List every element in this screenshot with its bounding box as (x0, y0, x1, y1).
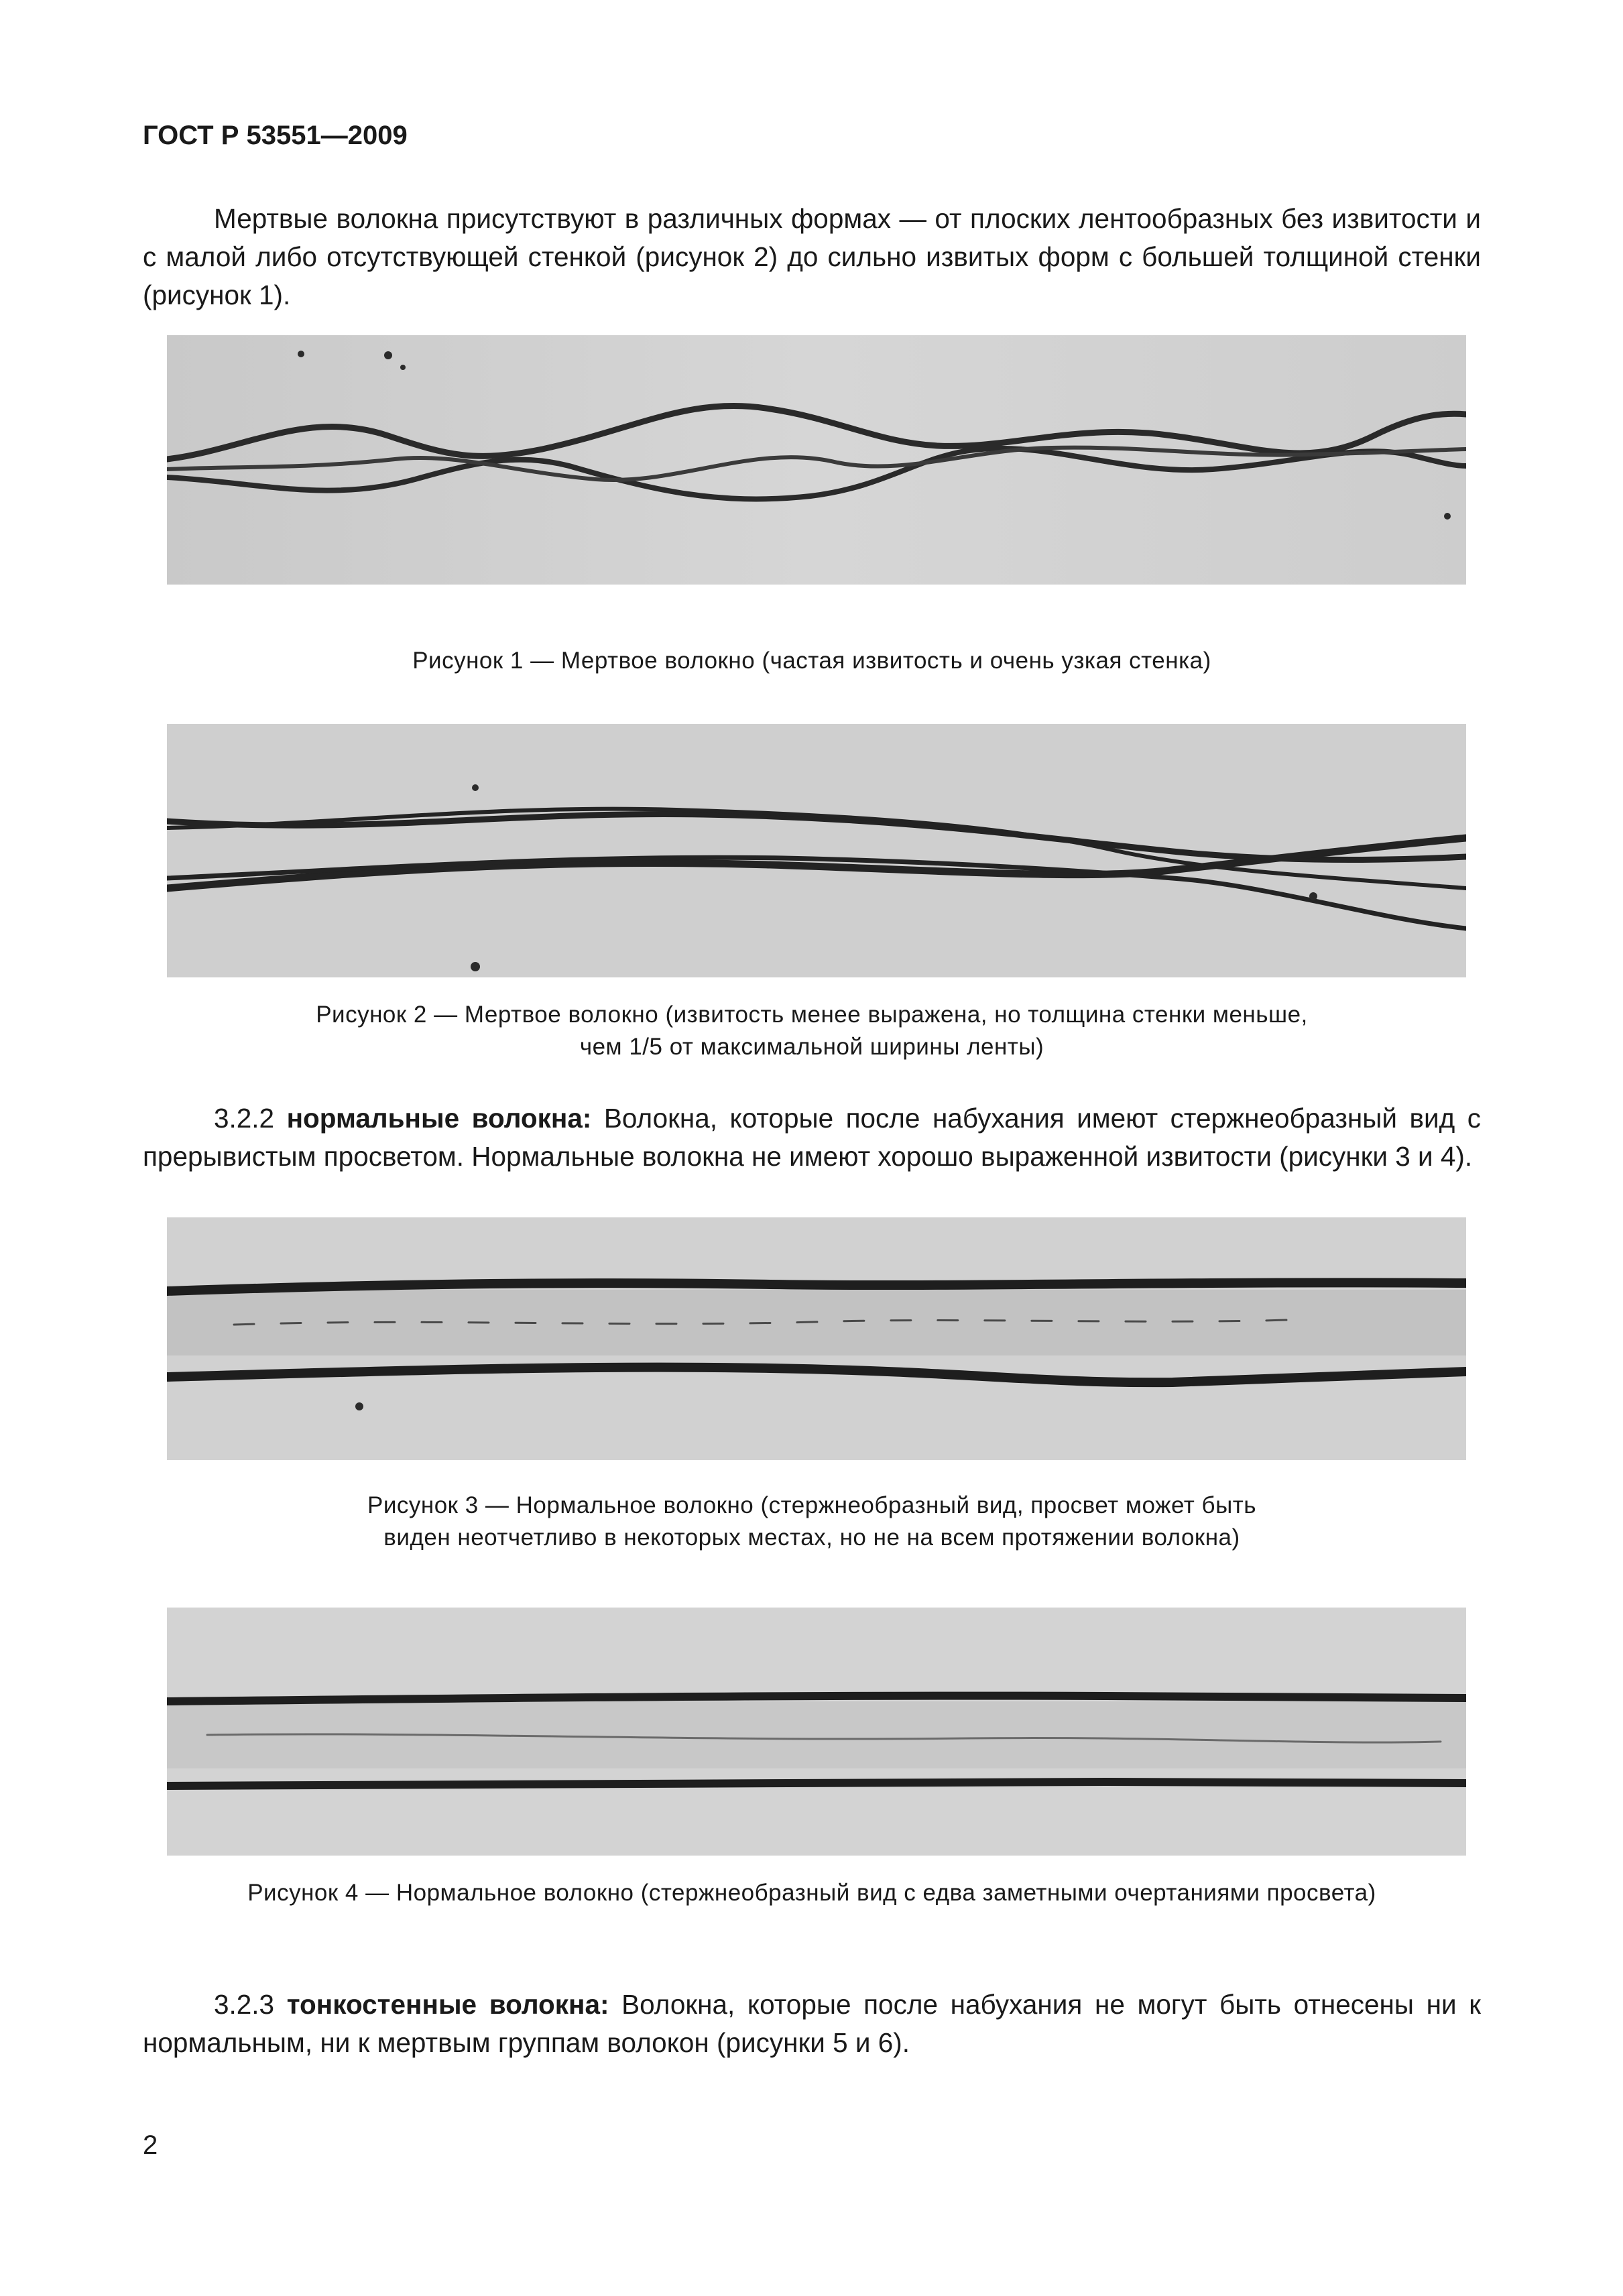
figure-2-caption-line1: Рисунок 2 — Мертвое волокно (извитость менее выражена, но толщина стенки меньше, (316, 1002, 1308, 1028)
section-323-paragraph (143, 1986, 1481, 2062)
figure-4-image (167, 1608, 1466, 1856)
intro-text: Мертвые волокна присутствуют в различных формах — от плоских лентообразных без извитости и с малой либо отсутствующей стенкой (рисунок 2) до сильно извитых форм с большей толщиной стенки (рисунок 1). (143, 203, 1481, 310)
figure-3-image (167, 1217, 1466, 1460)
section-323-text: Волокна, которые после набухания не могут быть отнесены ни к нормальным, ни к мертвым группам волокон (рисунки 5 и 6). (143, 1989, 1481, 2058)
figure-4-caption: Рисунок 4 — Нормальное волокно (стержнеобразный вид с едва заметными очертаниями просвета) (247, 1880, 1376, 1906)
section-323-number: 3.2.3 (214, 1989, 275, 2020)
figure-2-caption-line2: чем 1/5 от максимальной ширины ленты) (579, 1034, 1044, 1060)
section-322-text: Волокна, которые после набухания имеют стержнеобразный вид с прерывистым просветом. Нормальные волокна не имеют хорошо выраженной извитости (рисунки 3 и 4). (143, 1103, 1481, 1172)
figure-3-caption (143, 1490, 1481, 1554)
section-323-term: тонкостенные волокна: (286, 1989, 609, 2020)
section-322-number: 3.2.2 (214, 1103, 275, 1134)
figure-3-caption-line1: Рисунок 3 — Нормальное волокно (стержнеобразный вид, просвет может быть (367, 1492, 1257, 1518)
figure-1-image (167, 335, 1466, 585)
document-header: ГОСТ Р 53551—2009 (143, 121, 408, 150)
intro-paragraph (143, 200, 1481, 314)
figure-2-caption (143, 999, 1481, 1063)
figure-1-caption: Рисунок 1 — Мертвое волокно (частая извитость и очень узкая стенка) (412, 648, 1211, 674)
page-number: 2 (143, 2130, 158, 2160)
section-322-paragraph (143, 1099, 1481, 1176)
figure-2-image (167, 724, 1466, 977)
section-322-term: нормальные волокна: (286, 1103, 592, 1134)
figure-3-caption-line2: виден неотчетливо в некоторых местах, но не на всем протяжении волокна) (383, 1524, 1240, 1551)
